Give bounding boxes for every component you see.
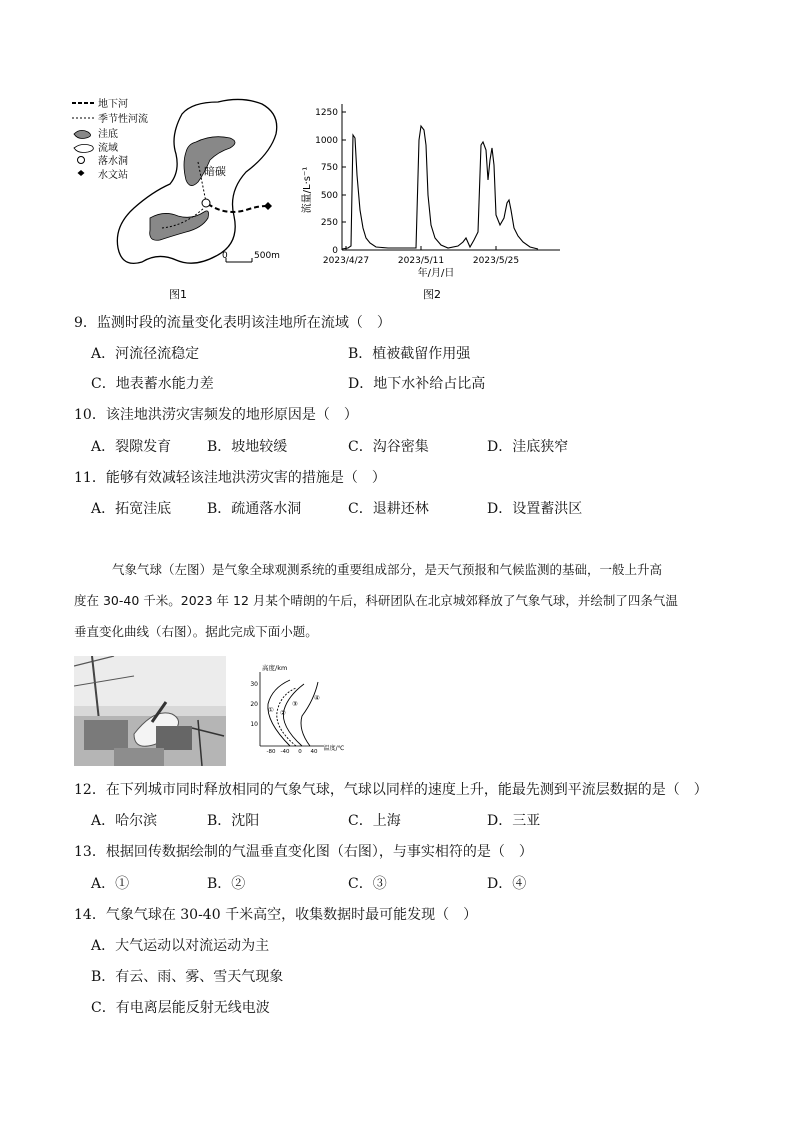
question-10-option-b: B．坡地较缓 (207, 439, 288, 455)
question-12-option-c: C．上海 (348, 813, 401, 829)
question-10-option-a: A．裂隙发育 (91, 439, 172, 455)
fig2-y-tick: 750 (320, 163, 338, 173)
question-12-stem: 12．在下列城市同时释放相同的气象气球，气球以同样的速度上升，能最先测到平流层数据的是（ ） (74, 782, 708, 798)
question-14-stem: 14．气象气球在 30-40 千米高空，收集数据时最可能发现（ ） (74, 907, 478, 923)
question-9-option-b: B．植被截留作用强 (348, 346, 471, 362)
question-10-stem: 10．该洼地洪涝灾害频发的地形原因是（ ） (74, 407, 358, 423)
temperature-vertical-chart (238, 660, 346, 760)
question-14-option-b: B．有云、雨、雾、雪天气现象 (91, 969, 284, 985)
passage-line-3: 垂直变化曲线（右图）。据此完成下面小题。 (74, 624, 318, 639)
temp-y-tick: 20 (250, 701, 258, 708)
temp-curve-3 (283, 684, 304, 746)
curve-label-2: ② (280, 709, 286, 717)
sinkhole-icon (202, 199, 210, 207)
curve-label-3: ③ (292, 700, 298, 708)
question-13-option-d: D．④ (487, 876, 527, 892)
fig2-y-tick: 0 (332, 246, 338, 256)
question-13-option-c: C．③ (348, 876, 387, 892)
temp-x-tick: 0 (298, 749, 302, 755)
figure-1-map (66, 92, 296, 307)
question-13-stem: 13．根据回传数据绘制的气温垂直变化图（右图），与事实相符的是（ ） (74, 844, 533, 860)
fig2-y-tick: 500 (320, 191, 338, 201)
question-10-option-c: C．沟谷密集 (348, 439, 429, 455)
legend-hydrological-station: 水文站 (98, 170, 128, 181)
sinkhole-legend-icon (78, 157, 85, 164)
figure-2-caption: 图2 (423, 288, 441, 301)
question-12-option-a: A．哈尔滨 (91, 813, 158, 829)
fig2-x-tick: 2023/4/27 (322, 256, 370, 266)
question-12-option-b: B．沈阳 (207, 813, 260, 829)
fig2-x-tick: 2023/5/25 (472, 256, 520, 266)
temp-curve-4 (301, 682, 318, 746)
scale-zero: 0 (222, 251, 228, 261)
depression-bottom-legend-icon (74, 130, 91, 138)
legend-depression-bottom: 洼底 (98, 129, 118, 140)
figure-1-caption: 图1 (169, 288, 187, 301)
question-13-option-b: B．② (207, 876, 246, 892)
figure-2-discharge-chart (298, 100, 568, 305)
fig2-y-tick: 1250 (315, 108, 338, 118)
temp-x-tick: -40 (280, 749, 290, 755)
fig2-x-tick: 2023/5/11 (397, 256, 445, 266)
weather-balloon-photo (74, 656, 226, 766)
scale-label: 500m (254, 251, 280, 261)
temp-chart-x-label: 温度/℃ (323, 745, 345, 752)
temp-y-tick: 10 (250, 721, 258, 728)
temp-x-tick: -80 (266, 749, 276, 755)
question-11-option-c: C．退耕还林 (348, 501, 429, 517)
question-11-option-d: D．设置蓄洪区 (487, 501, 583, 517)
question-14-option-c: C．有电离层能反射无线电波 (91, 1000, 270, 1016)
question-14-option-a: A．大气运动以对流运动为主 (91, 938, 270, 954)
place-label: 暗碳 (204, 165, 226, 178)
legend-seasonal-river: 季节性河流 (98, 114, 148, 125)
passage-line-2: 度在 30-40 千米。2023 年 12 月某个晴朗的午后，科研团队在北京城郊释放了气象气球，并绘制了四条气温 (74, 593, 678, 608)
legend-sinkhole: 落水洞 (98, 156, 128, 167)
question-12-option-d: D．三亚 (487, 813, 541, 829)
question-9-option-d: D．地下水补给占比高 (348, 376, 486, 392)
reading-passage (74, 554, 734, 647)
question-9-stem: 9．监测时段的流量变化表明该洼地所在流域（ ） (74, 315, 391, 331)
hydrological-station-legend-icon (78, 170, 85, 176)
question-13-option-a: A．① (91, 876, 130, 892)
fig2-y-tick: 250 (320, 218, 338, 228)
question-9-option-c: C．地表蓄水能力差 (91, 376, 214, 392)
hydrological-station-icon (264, 202, 272, 210)
legend-underground-river: 地下河 (98, 99, 128, 110)
question-10-option-d: D．洼底狭窄 (487, 439, 569, 455)
question-11-stem: 11．能够有效减轻该洼地洪涝灾害的措施是（ ） (74, 470, 386, 486)
question-11-option-a: A．拓宽洼底 (91, 501, 172, 517)
question-11-option-b: B．疏通落水洞 (207, 501, 302, 517)
fig2-x-axis-label: 年/月/日 (417, 268, 455, 279)
temp-x-tick: 40 (310, 749, 318, 755)
discharge-curve (342, 126, 538, 249)
temp-chart-y-label: 高度/km (262, 664, 288, 672)
legend-basin: 流域 (98, 143, 118, 154)
question-9-option-a: A．河流径流稳定 (91, 346, 200, 362)
curve-label-4: ④ (314, 694, 320, 702)
fig2-y-tick: 1000 (315, 136, 338, 146)
temp-y-tick: 30 (250, 681, 258, 688)
basin-legend-icon (74, 144, 93, 152)
passage-line-1: 气象气球（左图）是气象全球观测系统的重要组成部分，是天气预报和气候监测的基础，一般上升高 (112, 562, 663, 577)
fig2-y-axis-label: 流量/L·s⁻¹ (302, 166, 313, 214)
curve-label-1: ① (268, 706, 274, 714)
